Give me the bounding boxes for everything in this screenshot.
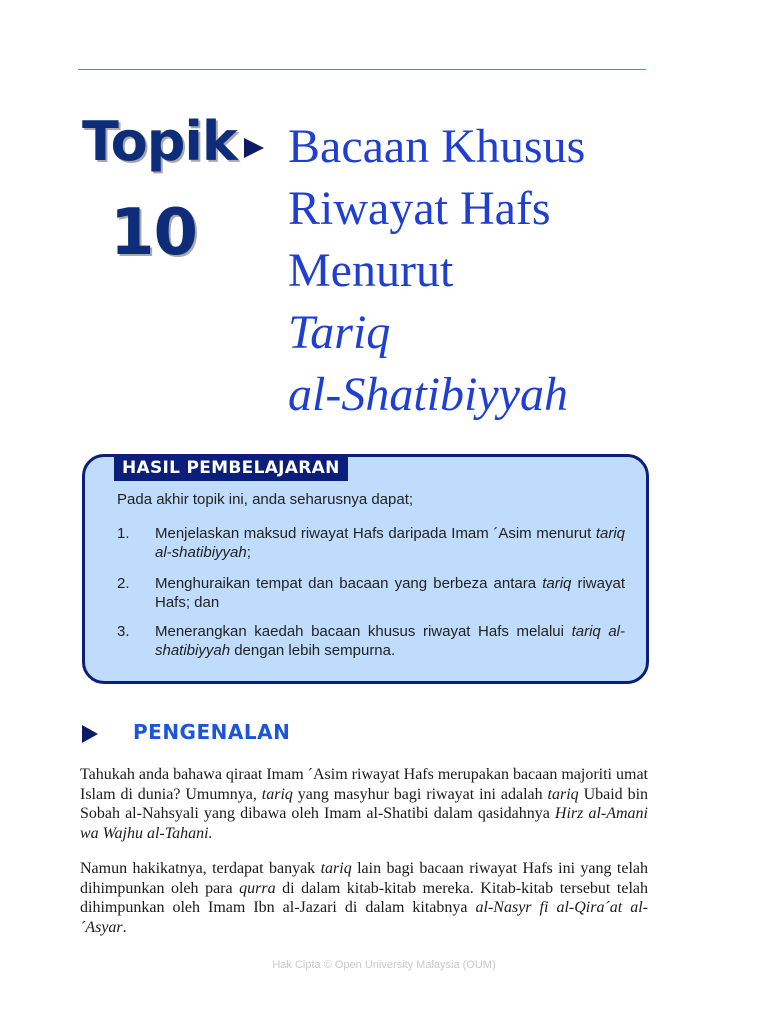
section-arrow-icon: [82, 725, 98, 743]
outcome-text: Menjelaskan maksud riwayat Hafs daripada Imam ´Asim menurut tariq al-shatibiyyah;: [155, 525, 625, 561]
topic-arrow-icon: [244, 138, 264, 158]
outcome-text: Menerangkan kaedah bacaan khusus riwayat Hafs melalui tariq al-shatibiyyah dengan lebih sempurna.: [155, 623, 625, 659]
top-divider: [78, 69, 646, 70]
topic-number: 10: [110, 196, 198, 270]
paragraph-intro: Tahukah anda bahawa qiraat Imam ´Asim riwayat Hafs merupakan bacaan majoriti umat Islam di dunia? Umumnya, tariq yang masyhur bagi riwayat ini adalah tariq Ubaid bin Sobah al-Nahsyali yang dibawa oleh Imam al-Shatibi dalam qasidahnya Hirz al-Amani wa Wajhu al-Tahani.: [80, 766, 649, 842]
title-line-5: al-Shatibiyyah: [288, 368, 568, 421]
title-line-3: Menurut: [288, 244, 454, 297]
title-line-1: Bacaan Khusus: [288, 120, 586, 173]
topic-label: Topik: [82, 110, 237, 173]
learning-outcomes-header: HASIL PEMBELAJARAN: [114, 455, 348, 481]
title-line-2: Riwayat Hafs: [288, 182, 551, 235]
copyright-footer: Hak Cipta © Open University Malaysia (OUM): [272, 959, 496, 971]
outcome-number: 2.: [117, 575, 130, 592]
paragraph-second: Namun hakikatnya, terdapat banyak tariq lain bagi bacaan riwayat Hafs ini yang telah dihimpunkan oleh para qurra di dalam kitab-kitab mereka. Kitab-kitab tersebut telah dihimpunkan oleh Imam Ibn al-Jazari di dalam kitabnya al-Nasyr fi al-Qira´at al-´Asyar.: [80, 860, 649, 936]
topic-badge: [80, 110, 270, 290]
section-title: PENGENALAN: [133, 720, 291, 744]
outcome-text: Menghuraikan tempat dan bacaan yang berbeza antara tariq riwayat Hafs; dan: [155, 575, 625, 611]
outcome-number: 1.: [117, 525, 130, 542]
title-line-4: Tariq: [288, 306, 391, 359]
page-title: [288, 116, 728, 426]
learning-outcomes-intro: Pada akhir topik ini, anda seharusnya dapat;: [117, 491, 414, 508]
outcome-number: 3.: [117, 623, 130, 640]
